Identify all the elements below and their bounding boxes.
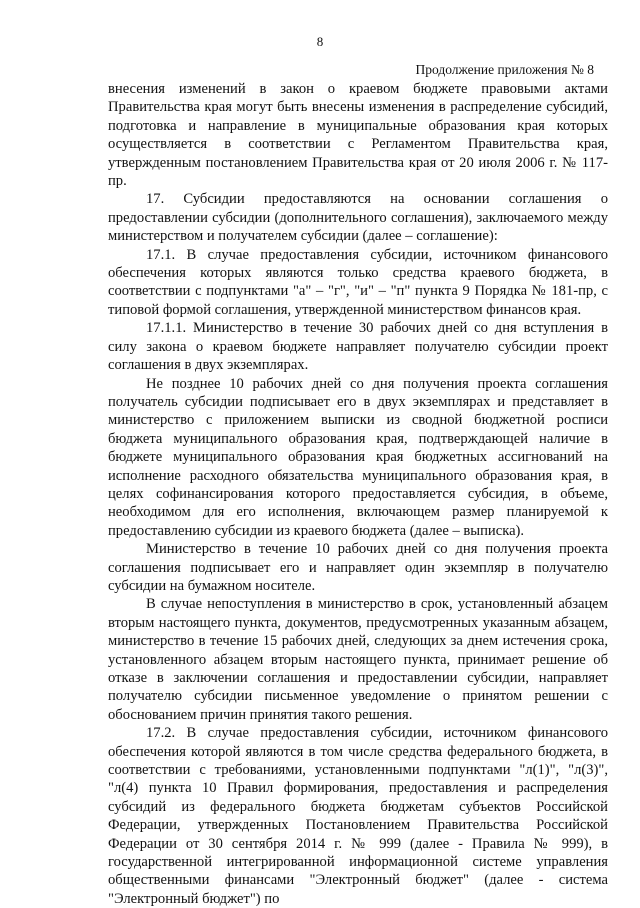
paragraph: 17.1. В случае предоставления субсидии, источником финансового обеспечения которых являются только средства краевого бюджета, в соответствии с подпунктами "а" – "г", "и" – "п" пункта 9 Порядка № 181-пр, с типовой формой соглашения, утвержденной министерством финансов края. <box>108 246 608 318</box>
paragraph: внесения изменений в закон о краевом бюджете правовыми актами Правительства края могут быть внесены изменения в распределение субсидий, подготовка и направление в муниципальные образования края которых осуществляется в соответствии с Регламентом Правительства края, утвержденным постановлением Правительства края от 20 июля 2006 г. № 117-пр. <box>108 81 608 190</box>
continuation-header: Продолжение приложения № 8 <box>415 62 594 77</box>
paragraph: Не позднее 10 рабочих дней со дня получения проекта соглашения получатель субсидии подписывает его в двух экземплярах и представляет в министерство с приложением выписки из сводной бюджетной росписи бюджета муниципального образования края, подтверждающей наличие в бюджете муниципального образования края бюджетных ассигнований на исполнение расходного обязательства муниципального образования края, в целях софинансирования которого предоставляется субсидия, в объеме, необходимом для его исполнения, включающем размер планируемой к предоставлению субсидии из краевого бюджета (далее – выписка). <box>108 375 608 539</box>
paragraph: 17.2. В случае предоставления субсидии, источником финансового обеспечения которой являются в том числе средства федерального бюджета, в соответствии с требованиями, установленными подпунктами "л(1)", "л(3)", "л(4) пункта 10 Правил формирования, предоставления и распределения субсидий из федерального бюджета бюджетам субъектов Российской Федерации, утвержденных Постановлением Правительства Российской Федерации от 30 сентября 2014 г. № 999 (далее - Правила № 999), в государственной интегрированной информационной системе управления общественными финансами "Электронный бюджет" (далее - система "Электронный бюджет") по <box>108 725 608 907</box>
paragraph: 17.1.1. Министерство в течение 30 рабочих дней со дня вступления в силу закона о краевом бюджете направляет получателю субсидии проект соглашения в двух экземплярах. <box>108 320 608 374</box>
page-number: 8 <box>316 34 324 49</box>
document-body <box>108 80 608 908</box>
paragraph: В случае непоступления в министерство в срок, установленный абзацем вторым настоящего пункта, документов, предусмотренных указанным абзацем, министерство в течение 15 рабочих дней, следующих за днем истечения срока, установленного абзацем вторым настоящего пункта, принимает решение об отказе в заключении соглашения и предоставлении субсидии, направляет получателю субсидии письменное уведомление о принятом решении с обоснованием причин принятия такого решения. <box>108 596 608 723</box>
paragraph: Министерство в течение 10 рабочих дней со дня получения проекта соглашения подписывает его и направляет один экземпляр в получателю субсидии на бумажном носителе. <box>108 541 608 594</box>
paragraph: 17. Субсидии предоставляются на основании соглашения о предоставлении субсидии (дополнительного соглашения), заключаемого между министерством и получателем субсидии (далее – соглашение): <box>108 191 608 245</box>
